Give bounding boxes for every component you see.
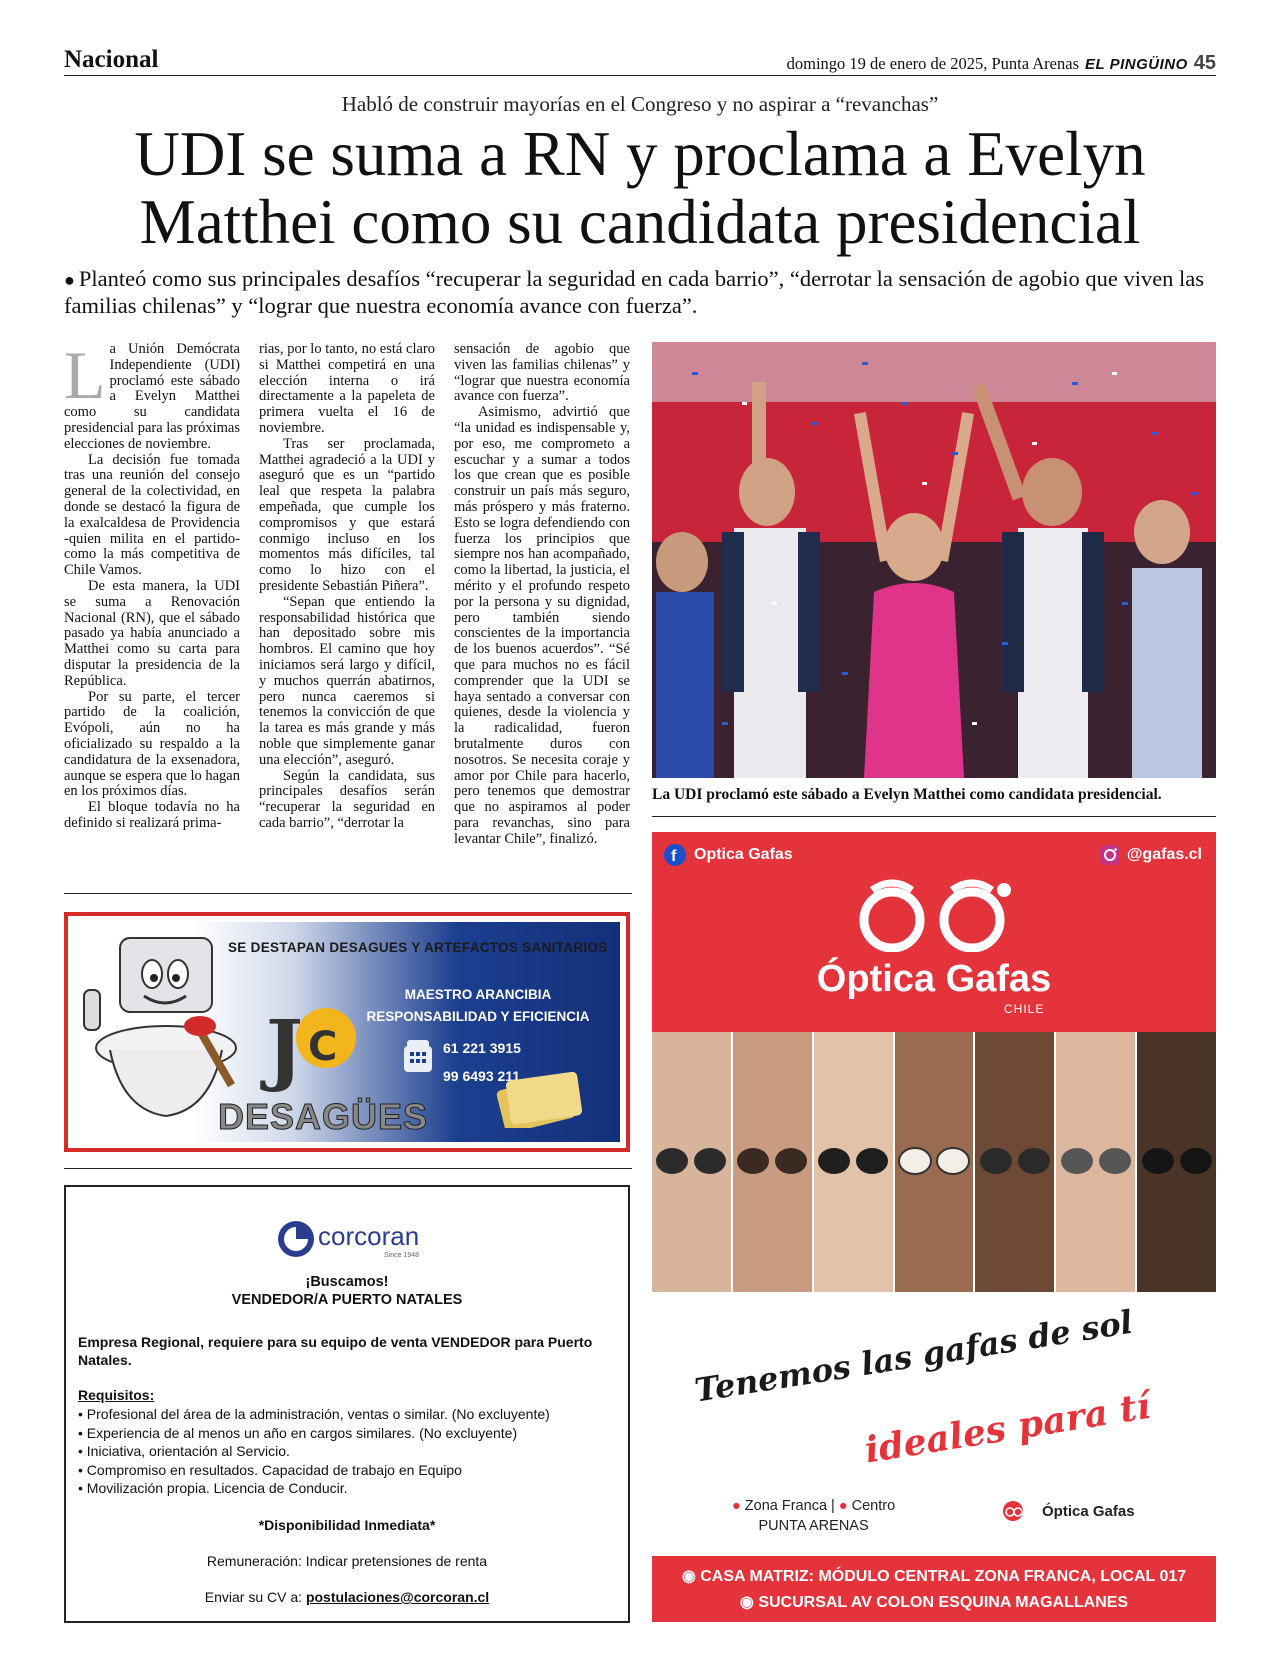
corcoran-logo [276, 1217, 436, 1261]
celebration-photo-illustration [652, 342, 1216, 778]
svg-text:C: C [308, 1024, 338, 1070]
headline-line-1: UDI se suma a RN y proclama a Evelyn [134, 119, 1146, 189]
model-photo [733, 1032, 814, 1292]
sunglasses-icon [897, 1146, 971, 1176]
requirements-list [78, 1405, 550, 1498]
paragraph: rias, por lo tanto, no está claro si Matthei competirá en una elección interna o irá directamente a la papeleta de primera vuelta el 16 de noviembre. [259, 342, 435, 436]
photo-caption: La UDI proclamó este sábado a Evelyn Matthei como candidata presidencial. [652, 786, 1162, 803]
address-main: CASA MATRIZ: MÓDULO CENTRAL ZONA FRANCA, LOCAL 017 [700, 1568, 1187, 1585]
sunglasses-icon [978, 1146, 1052, 1176]
location-pin-icon: ◉ [681, 1568, 696, 1585]
corcoran-job-ad [64, 1185, 630, 1623]
optica-small-brand: Óptica Gafas [1042, 1502, 1135, 1520]
sunglasses-models-strip [652, 1032, 1216, 1292]
bullet-icon: ● [64, 270, 75, 290]
credit-card-icon [496, 1072, 584, 1128]
paragraph: Por su parte, el tercer partido de la coalición, Evópoli, aún no ha oficializado su respaldo a la candidatura de la exsenadora, aunque se espera que lo hagan en los próximos días. [64, 688, 240, 800]
sunglasses-icon [735, 1146, 809, 1176]
glasses-logo-icon [1002, 1500, 1038, 1522]
desagues-phone-2[interactable]: 99 6493 211 [443, 1068, 521, 1084]
newspaper-name: EL PINGÜINO [1085, 56, 1188, 73]
locations-line [732, 1496, 895, 1516]
desagues-brand: DESAGÜES [218, 1096, 429, 1137]
cv-email-link[interactable]: postulaciones@corcoran.cl [305, 1589, 490, 1605]
desagues-name-line-1: MAESTRO ARANCIBIA [404, 987, 552, 1002]
desagues-name-line-2: RESPONSABILIDAD Y EFICIENCIA [366, 1009, 590, 1024]
glasses-logo-icon [842, 872, 1022, 952]
job-title-line-1: ¡Buscamos! [305, 1274, 389, 1290]
paragraph: El bloque todavía no ha definido si realizará prima- [64, 799, 240, 831]
optica-country: CHILE [1004, 1002, 1045, 1016]
divider [652, 816, 1216, 817]
page-number: 45 [1193, 52, 1216, 74]
list-item: • Compromiso en resultados. Capacidad de trabajo en Equipo [78, 1461, 550, 1480]
instagram-link[interactable] [1099, 844, 1202, 866]
paragraph: De esta manera, la UDI se suma a Renovación Nacional (RN), que el sábado pasado ya había anunciado a Matthei como su carta para disputar la presidencia de la República. [64, 577, 240, 689]
optica-small-logo [1002, 1500, 1135, 1522]
article-column-3 [454, 342, 630, 886]
lede-text: Planteó como sus principales desafíos “recuperar la seguridad en cada barrio”, “derrotar la sensación de agobio que viven las familias chilenas” y “lograr que nuestra economía avance con fuerza”. [64, 266, 1205, 318]
article-body [64, 342, 630, 886]
article-kicker: Habló de construir mayorías en el Congreso y no aspirar a “revanchas” [341, 92, 939, 116]
model-photo [1056, 1032, 1137, 1292]
model-photo [895, 1032, 976, 1292]
article-lede [64, 266, 1216, 319]
list-item: • Movilización propia. Licencia de Conducir. [78, 1479, 550, 1498]
headline-line-2: Matthei como su candidata presidencial [139, 187, 1141, 257]
facebook-name: Optica Gafas [694, 846, 793, 863]
location-zona-franca: Zona Franca | [744, 1498, 835, 1514]
slogan-line-1: Tenemos las gafas de sol [692, 1302, 1136, 1410]
store-locations [732, 1496, 895, 1536]
sunglasses-icon [816, 1146, 890, 1176]
paragraph: La decisión fue tomada tras una reunión del consejo general de la colectividad, en donde se destacó la figura de la exalcaldesa de Providencia -quien milita en el partido- como la más competitiva de Chile Vamos. [64, 451, 240, 579]
paragraph: Según la candidata, sus principales desafíos serán “recuperar la seguridad en cada barrio”, “derrotar la [259, 767, 435, 831]
job-intro: Empresa Regional, requiere para su equipo de venta VENDEDOR para Puerto Natales. [78, 1334, 593, 1368]
requirements-heading: Requisitos: [78, 1387, 155, 1403]
svg-text:J: J [266, 1004, 303, 1095]
paragraph: a Unión Demócrata Independiente (UDI) proclamó este sábado a Evelyn Matthei como su candidata presidencial para las próximas elecciones de noviembre. [64, 342, 240, 452]
list-item: • Profesional del área de la administración, ventas o similar. (No excluyente) [78, 1405, 550, 1424]
article-column-2 [259, 342, 435, 886]
model-photo [1137, 1032, 1216, 1292]
paragraph: sensación de agobio que viven las familias chilenas” y “lograr que nuestra economía avance con fuerza”. [454, 342, 630, 405]
svg-text:Since 1948: Since 1948 [384, 1252, 420, 1259]
slogan-line-2: ideales para tí [862, 1384, 1154, 1472]
paragraph: Asimismo, advirtió que “la unidad es indispensable y, por eso, me comprometo a escuchar y a sumar a todos los que crean que es posible construir un país más seguro, más próspero y más fraterno. Esto se logra defendiendo con fuerza los principios que siempre nos han acompañado, como la libertad, la justicia, el mérito y el profundo respeto por la persona y su dignidad, pero también siendo conscientes de la importancia de los buenos acuerdos”. “Sé que para muchos no es fácil comprender que la UDI se haya sentado a conversar con quienes, desde la violencia y la radicalidad, fueron brutalmente duros con nosotros. Se necesita coraje y amor por Chile para hacerlo, pero tenemos que demostrar que no aspiramos al poder para revanchas, sino para levantar Chile”, finalizó. [454, 404, 630, 847]
divider [64, 1168, 632, 1169]
facebook-icon [664, 844, 686, 866]
location-centro: Centro [851, 1498, 896, 1514]
salary-note: Remuneración: Indicar pretensiones de renta [206, 1553, 488, 1569]
address-line-2 [652, 1590, 1216, 1616]
model-photo [814, 1032, 895, 1292]
cv-label: Enviar su CV a: [204, 1589, 303, 1605]
optica-gafas-ad[interactable] [652, 832, 1216, 1622]
optica-brand: Óptica Gafas [816, 958, 1052, 1000]
sunglasses-icon [1059, 1146, 1133, 1176]
drop-cap: L [64, 342, 106, 413]
address-branch: SUCURSAL AV COLON ESQUINA MAGALLANES [758, 1594, 1129, 1611]
optica-header [652, 832, 1216, 1032]
desagues-phone-1[interactable]: 61 221 3915 [443, 1040, 521, 1056]
article-photo [652, 342, 1216, 778]
location-city: PUNTA ARENAS [758, 1518, 869, 1534]
location-pin-icon: ◉ [739, 1594, 754, 1611]
page-header [64, 46, 1216, 76]
availability: *Disponibilidad Inmediata* [258, 1517, 436, 1533]
model-photo [975, 1032, 1056, 1292]
svg-text:corcoran: corcoran [318, 1221, 420, 1251]
header-date: domingo 19 de enero de 2025, Punta Arenas [786, 54, 1079, 73]
instagram-icon [1099, 844, 1121, 866]
job-title [66, 1273, 628, 1309]
phone-icon [403, 1038, 433, 1074]
instagram-handle: @gafas.cl [1126, 846, 1202, 863]
cv-instructions [66, 1589, 628, 1605]
desagues-ad[interactable] [64, 912, 630, 1152]
article-headline [64, 120, 1216, 256]
sunglasses-icon [654, 1146, 728, 1176]
section-name: Nacional [64, 46, 159, 73]
paragraph: “Sepan que entiendo la responsabilidad histórica que han depositado sobre mis hombros. El camino que hoy iniciamos será largo y difícil, y muchos querrán abatirnos, pero nunca caeremos si tenemos la convicción de que la tarea es más grande y más noble que simplemente ganar una elección”, aseguró. [259, 593, 435, 768]
desagues-name [348, 984, 608, 1028]
article-column-1 [64, 342, 240, 886]
list-item: • Iniciativa, orientación al Servicio. [78, 1442, 550, 1461]
location-pin-icon: ● [838, 1498, 848, 1514]
divider [64, 893, 632, 894]
paragraph: Tras ser proclamada, Matthei agradeció a la UDI y aseguró que es un “partido leal que respeta la palabra empeñada, que cumple los compromisos y que estará conmigo incluso en los momentos más difíciles, tal como lo hizo con el presidente Sebastián Piñera”. [259, 435, 435, 594]
header-right [787, 52, 1216, 75]
facebook-link[interactable] [664, 844, 793, 866]
address-line-1 [652, 1564, 1216, 1590]
optica-addresses [652, 1556, 1216, 1622]
location-pin-icon: ● [732, 1498, 741, 1514]
list-item: • Experiencia de al menos un año en cargos similares. (No excluyente) [78, 1424, 550, 1443]
job-title-line-2: VENDEDOR/A PUERTO NATALES [231, 1292, 463, 1308]
sunglasses-icon [1140, 1146, 1214, 1176]
svg-text:f: f [671, 848, 677, 865]
desagues-headline: SE DESTAPAN DESAGUES Y ARTEFACTOS SANITARIOS [228, 940, 608, 955]
model-photo [652, 1032, 733, 1292]
